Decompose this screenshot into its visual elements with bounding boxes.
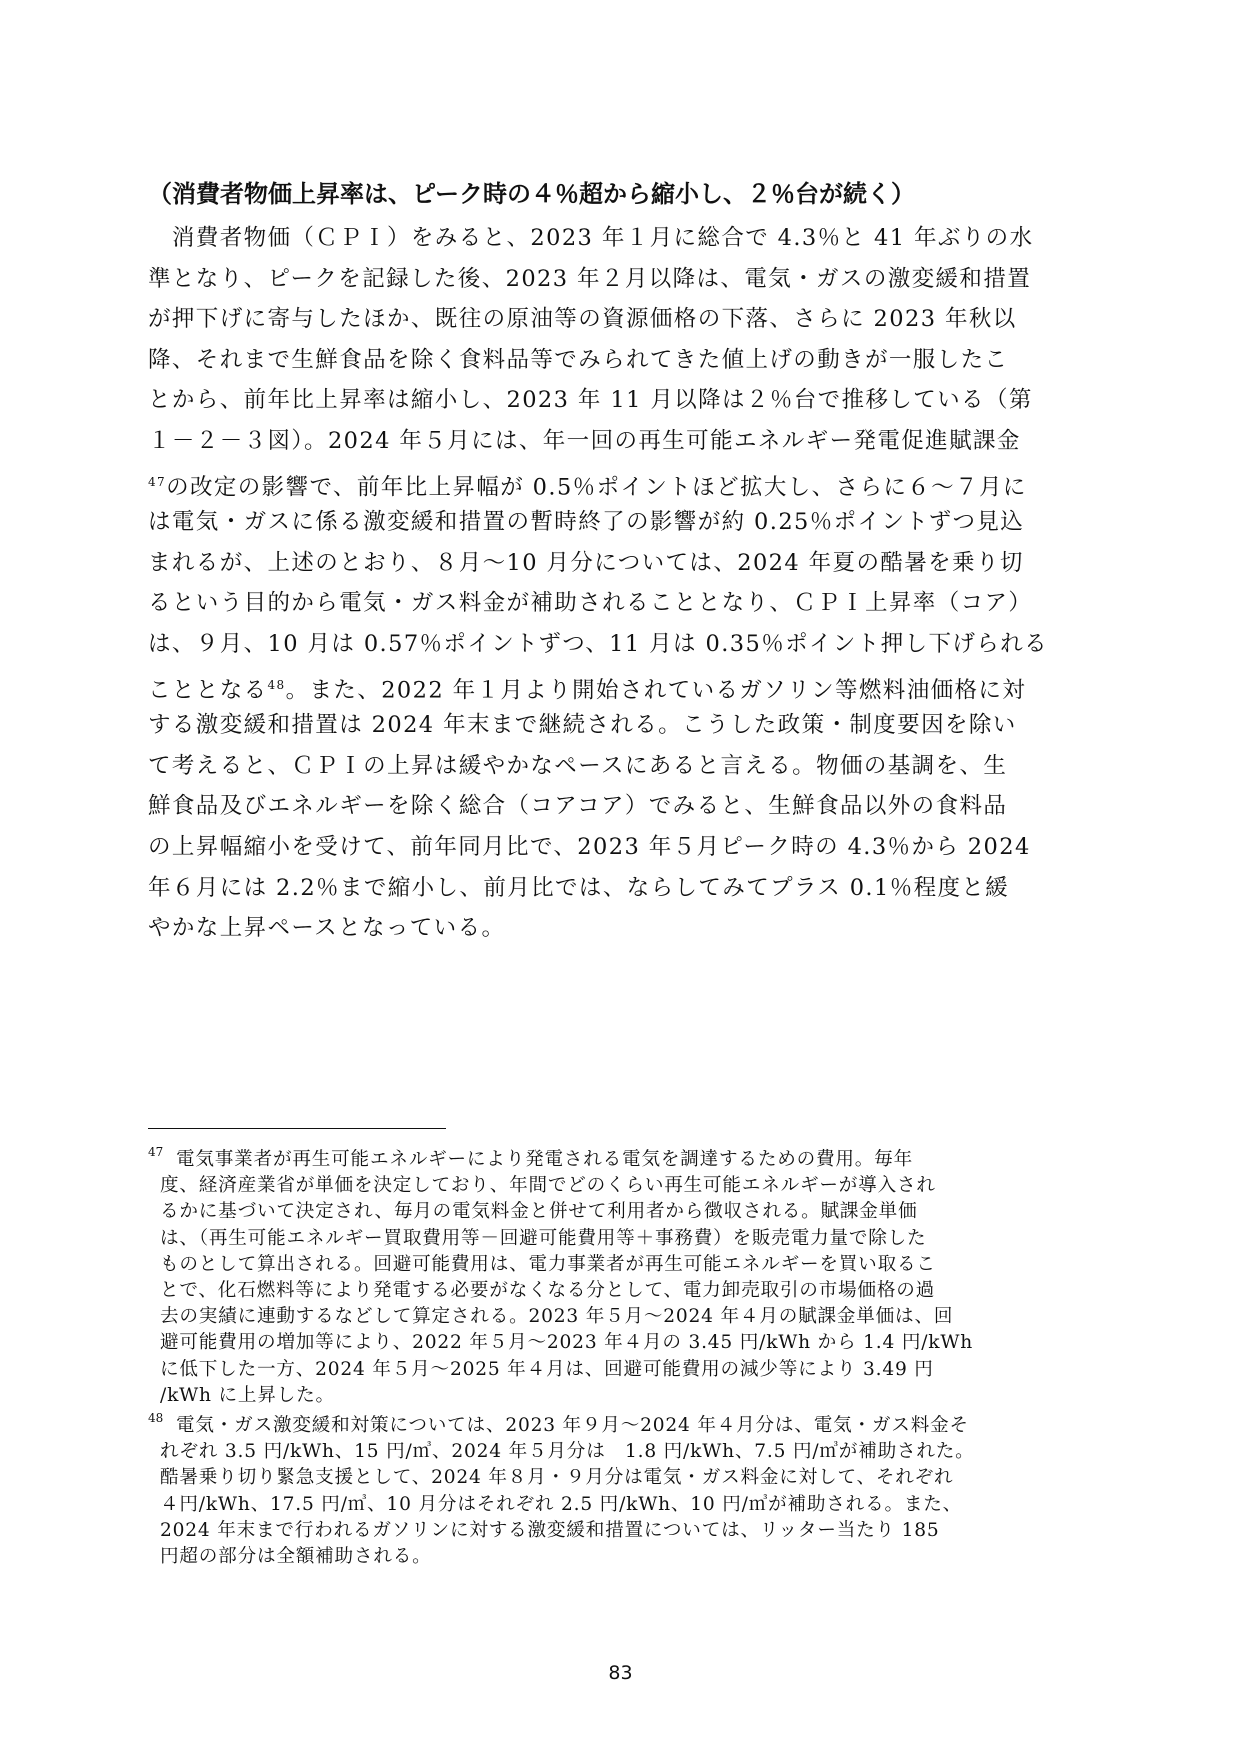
footnote-number: 47 [148, 1145, 164, 1159]
body-line: とから、前年比上昇率は縮小し、2023 年 11 月以降は２％台で推移している（第 [148, 387, 1033, 414]
body-line: るという目的から電気・ガス料金が補助されることとなり、ＣＰＩ上昇率（コア） [148, 590, 1033, 617]
footnote-divider [148, 1128, 446, 1129]
body-line: て考えると、ＣＰＩの上昇は緩やかなペースにあると言える。物価の基調を、生 [148, 752, 1008, 779]
footnote-line: 避可能費用の増加等により、2022 年５月～2023 年４月の 3.45 円/kWh から 1.4 円/kWh [160, 1332, 974, 1354]
body-line: 鮮食品及びエネルギーを除く総合（コアコア）でみると、生鮮食品以外の食料品 [148, 793, 1008, 820]
body-line: の上昇幅縮小を受けて、前年同月比で、2023 年５月ピーク時の 4.3％から 2024 [148, 834, 1031, 860]
footnote-line: /kWh に上昇した。 [160, 1384, 335, 1406]
footnote-ref[interactable]: 48 [267, 677, 286, 692]
body-line: $^{47}$の改定の影響で、前年比上昇幅が 0.5％ポイントほど拡大し、さらに６～７月に [148, 474, 1027, 501]
body-line: が押下げに寄与したほか、既往の原油等の資源価格の下落、さらに 2023 年秋以 [148, 306, 1017, 333]
footnote-line: は、（再生可能エネルギー買取費用等－回避可能費用等＋事務費）を販売電力量で除した [160, 1227, 927, 1249]
footnote-line: るかに基づいて決定され、毎月の電気料金と併せて利用者から徴収される。賦課金単価 [160, 1201, 918, 1223]
page-number: 83 [608, 1662, 633, 1684]
footnote-line: れぞれ 3.5 円/kWh、15 円/㎥、2024 年５月分は 1.8 円/kWh、7.5 円/㎥が補助された。 [160, 1441, 975, 1463]
footnote-line: 円超の部分は全額補助される。 [160, 1546, 432, 1567]
body-line: 消費者物価（ＣＰＩ）をみると、2023 年１月に総合で 4.3％と 41 年ぶりの水 [148, 225, 1034, 251]
footnote-line: 度、経済産業省が単価を決定しており、年間でどのくらい再生可能エネルギーが導入され [160, 1175, 936, 1197]
footnote-line: に低下した一方、2024 年５月～2025 年４月は、回避可能費用の減少等により 3.49 円 [160, 1358, 934, 1380]
footnote-ref[interactable]: 47 [148, 474, 167, 489]
section-heading: （消費者物価上昇率は、ピーク時の４％超から縮小し、２％台が続く） [148, 180, 916, 208]
footnote-line: 電気・ガス激変緩和対策については、2023 年９月～2024 年４月分は、電気・ガス料金そ [176, 1415, 969, 1436]
body-line: は電気・ガスに係る激変緩和措置の暫時終了の影響が約 0.25％ポイントずつ見込 [148, 509, 1025, 536]
footnote-line: 2024 年末まで行われるガソリンに対する激変緩和措置については、リッター当たり 185 [160, 1519, 940, 1541]
body-line: まれるが、上述のとおり、８月～10 月分については、2024 年夏の酷暑を乗り切 [148, 549, 1024, 576]
body-line: する激変緩和措置は 2024 年末まで継続される。こうした政策・制度要因を除い [148, 712, 1017, 739]
body-line: やかな上昇ペースとなっている。 [148, 915, 506, 942]
footnote-line: ものとして算出される。回避可能費用は、電力事業者が再生可能エネルギーを買い取るこ [160, 1253, 936, 1275]
footnote-line: ４円/kWh、17.5 円/㎥、10 月分はそれぞれ 2.5 円/kWh、10 円/㎥が補助される。また、 [160, 1493, 963, 1515]
footnote-line: 酷暑乗り切り緊急支援として、2024 年８月・９月分は電気・ガス料金に対して、それぞれ [160, 1467, 954, 1489]
footnote-line: 電気事業者が再生可能エネルギーにより発電される電気を調達するための費用。毎年 [176, 1149, 913, 1170]
body-line: １－２－３図）。2024 年５月には、年一回の再生可能エネルギー発電促進賦課金 [148, 428, 1021, 454]
footnote-number: 48 [148, 1411, 164, 1425]
body-line: 準となり、ピークを記録した後、2023 年２月以降は、電気・ガスの激変緩和措置 [148, 265, 1032, 292]
body-line: こととなる$^{48}$。また、2022 年１月より開始されているガソリン等燃料油価格に対 [148, 677, 1027, 704]
footnote-line: とで、化石燃料等により発電する必要がなくなる分として、電力卸売取引の市場価格の過 [160, 1280, 936, 1301]
body-line: は、９月、10 月は 0.57％ポイントずつ、11 月は 0.35％ポイント押し下げられる [148, 631, 1048, 657]
body-line: 年６月には 2.2％まで縮小し、前月比では、ならしてみてプラス 0.1％程度と緩 [148, 874, 1010, 901]
footnote-line: 去の実績に連動するなどして算定される。2023 年５月～2024 年４月の賦課金単価は、回 [160, 1306, 954, 1328]
body-line: 降、それまで生鮮食品を除く食料品等でみられてきた値上げの動きが一服したこ [148, 346, 1009, 373]
